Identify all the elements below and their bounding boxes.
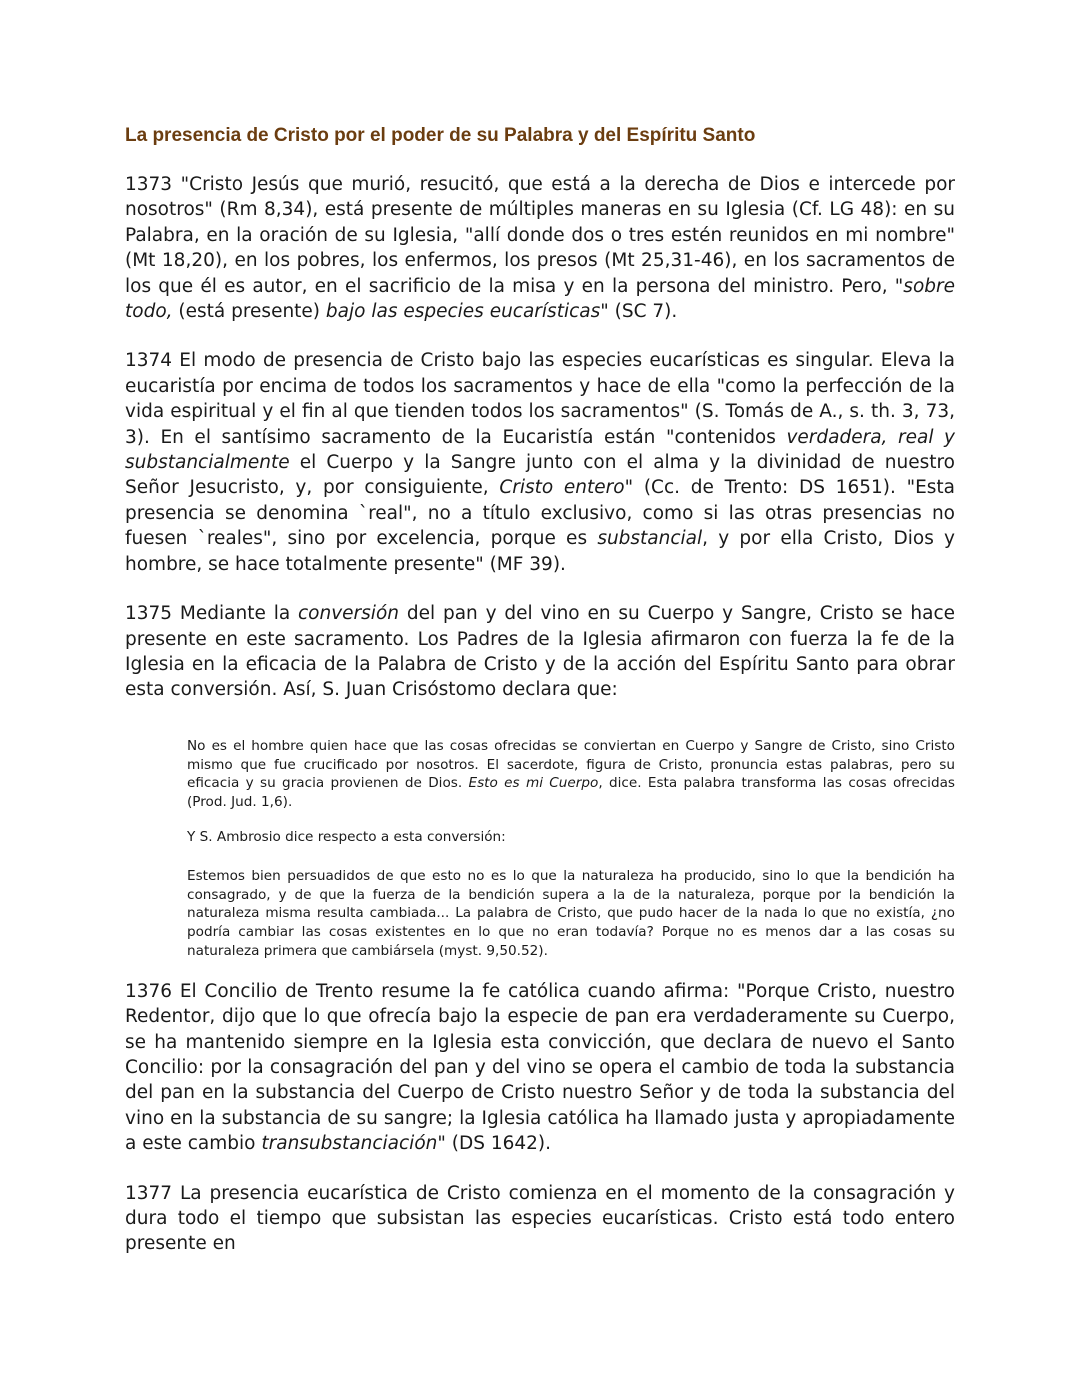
paragraph-1376-italic-1: transubstanciación" [261, 1133, 446, 1155]
paragraph-1373-text: 1373 "Cristo Jesús que murió, resucitó, que está a la derecha de Dios e intercede por nosotros" (Rm 8,34), está presente de múltiples maneras en su Iglesia (Cf. LG 48): en su Palabra, en la oración de su Iglesia, "allí donde dos o tres estén reunidos en mi nombre" (Mt 18,20), en los pobres, los enfermos, los presos (Mt 25,31-46), en los sacramentos de los que él es autor, en el sacrificio de la misa y en la persona del ministro. Pero, [125, 174, 955, 297]
quote-chrysostom-b: , dice. Esta palabra transforma las cosas ofrecidas (Prod. Jud. 1,6). [187, 775, 955, 811]
paragraph-1375 [125, 601, 955, 703]
paragraph-1373-italic-1: "sobre todo, [125, 275, 955, 323]
paragraph-1375-italic-1: conversión [298, 603, 399, 625]
paragraph-1373-end: (SC 7). [608, 301, 678, 323]
paragraph-1374 [125, 348, 955, 577]
quote-ambrose: Estemos bien persuadidos de que esto no es lo que la naturaleza ha producido, sino lo que la bendición ha consagrado, y de que la fuerza de la bendición supera a la de la naturaleza, porque por la bendición la naturaleza misma resulta cambiada... La palabra de Cristo, que pudo hacer de la nada lo que no existía, ¿no podría cambiar las cosas existentes en lo que no eran todavía? Porque no es menos dar a las cosas su naturaleza primera que cambiársela (myst. 9,50.52). [187, 867, 955, 959]
paragraph-1374-d: , y por ella Cristo, Dios y hombre, se hace totalmente presente" (MF 39). [125, 528, 956, 575]
paragraph-1376 [125, 979, 955, 1157]
paragraph-1374-c: (Cc. de Trento: DS 1651). "Esta presencia se denomina `real", no a título exclusivo, como si las otras presencias no fuesen `reales", sino por excelencia, porque es [125, 477, 956, 550]
paragraph-1373-mid: (está presente) [172, 301, 326, 323]
paragraph-1374-italic-2: Cristo entero" [499, 477, 634, 499]
paragraph-1375-b: del pan y del vino en su Cuerpo y Sangre, Cristo se hace presente en este sacramento. Los Padres de la Iglesia afirmaron con fuerza la fe de la Iglesia en la eficacia de la Palabra de Cristo y de la acción del Espíritu Santo para obrar esta conversión. Así, S. Juan Crisóstomo declara que: [125, 603, 955, 701]
paragraph-1376-b: (DS 1642). [445, 1133, 552, 1155]
paragraph-1373 [125, 172, 955, 324]
paragraph-1374-italic-3: substancial [597, 528, 703, 550]
quote-chrysostom-a: No es el hombre quien hace que las cosas ofrecidas se conviertan en Cuerpo y Sangre de Cristo, sino Cristo mismo que fue crucificado por nosotros. El sacerdote, figura de Cristo, pronuncia estas palabras, pero su eficacia y su gracia provienen de Dios. [187, 737, 955, 792]
quote-chrysostom-italic: Esto es mi Cuerpo [468, 775, 599, 792]
paragraph-1376-a: 1376 El Concilio de Trento resume la fe católica cuando afirma: "Porque Cristo, nuestro Redentor, dijo que lo que ofrecía bajo la especie de pan era verdaderamente su Cuerpo, se ha mantenido siempre en la Iglesia esta convicción, que declara de nuevo el Santo Concilio: por la consagración del pan y del vino se opera el cambio de toda la substancia del pan en la substancia del Cuerpo de Cristo nuestro Señor y de toda la substancia del vino en la substancia de su sangre; la Iglesia católica ha llamado justa y apropiadamente a este cambio [125, 980, 955, 1155]
quote-chrysostom [187, 737, 955, 812]
paragraph-1374-b: el Cuerpo y la Sangre junto con el alma y la divinidad de nuestro Señor Jesucristo, y, por consiguiente, [125, 452, 955, 499]
paragraph-1373-italic-2: bajo las especies eucarísticas" [325, 301, 609, 323]
document-page [125, 122, 955, 1281]
paragraph-1377: 1377 La presencia eucarística de Cristo comienza en el momento de la consagración y dura todo el tiempo que subsistan las especies eucarísticas. Cristo está todo entero presente en [125, 1182, 955, 1255]
paragraph-1374-a: 1374 El modo de presencia de Cristo bajo las especies eucarísticas es singular. Eleva la eucaristía por encima de todos los sacramentos y hace de ella "como la perfección de la vida espiritual y el fin al que tienden todos los sacramentos" (S. Tomás de A., s. th. 3, 73, 3). En el santísimo sacramento de la Eucaristía están "contenidos [125, 350, 955, 448]
paragraph-1374-italic-1: verdadera, real y substancialmente [125, 426, 955, 474]
section-heading: La presencia de Cristo por el poder de su Palabra y del Espíritu Santo [125, 125, 756, 146]
paragraph-1375-a: 1375 Mediante la [125, 603, 299, 625]
quote-ambrose-intro: Y S. Ambrosio dice respecto a esta conversión: [187, 828, 506, 845]
